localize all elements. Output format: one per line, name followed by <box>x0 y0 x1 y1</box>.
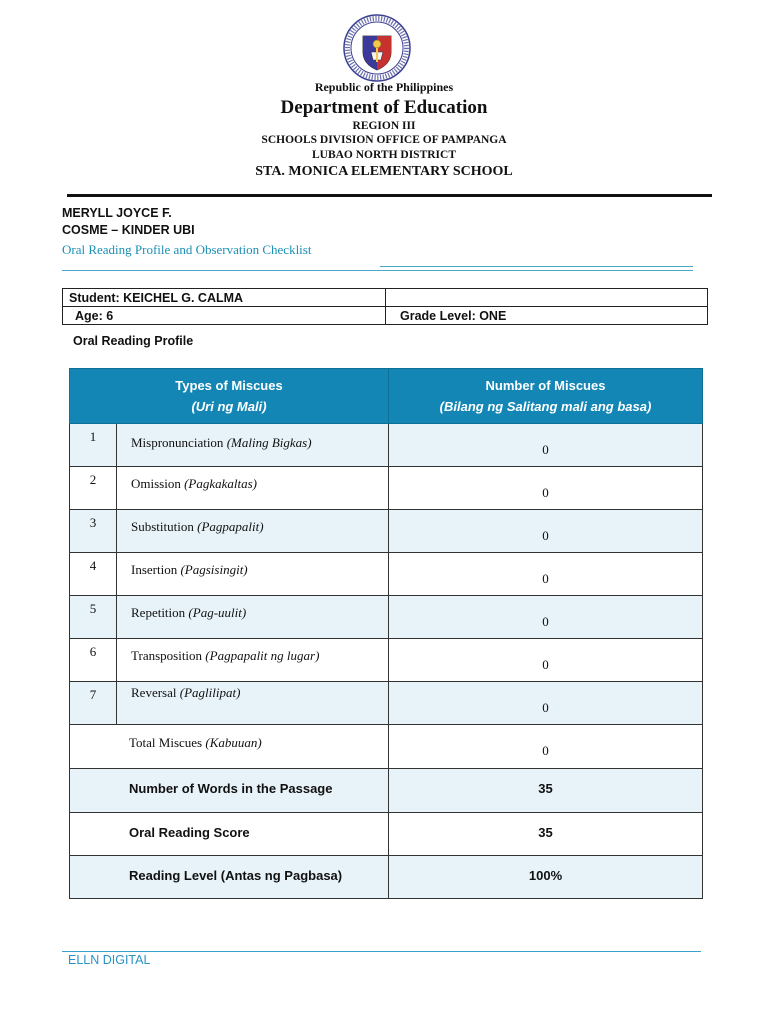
header-region: REGION III <box>352 120 416 132</box>
total-count: 0 <box>389 725 703 769</box>
column-header-types <box>70 369 389 424</box>
teacher-name: MERYLL JOYCE F. <box>62 206 172 220</box>
table-row <box>70 639 703 682</box>
miscue-type <box>117 682 389 725</box>
miscue-type <box>117 553 389 596</box>
words-value: 35 <box>389 769 703 813</box>
student-grade <box>386 307 708 325</box>
subtitle-rule-top <box>380 266 693 267</box>
miscue-name: Repetition <box>131 605 186 620</box>
header-republic: Republic of the Philippines <box>314 80 454 94</box>
words-row <box>70 769 703 813</box>
student-name: Student: KEICHEL G. CALMA <box>63 289 386 307</box>
header-school: STA. MONICA ELEMENTARY SCHOOL <box>255 164 513 179</box>
subtitle-rule-bottom <box>62 270 693 271</box>
level-value: 100% <box>389 856 703 899</box>
total-name: Total Miscues <box>129 735 203 750</box>
miscues-table <box>69 368 703 899</box>
words-label: Number of Words in the Passage <box>70 769 389 813</box>
student-grade-text: Grade Level: ONE <box>400 308 507 323</box>
header-department: Department of Education <box>280 97 488 118</box>
miscue-name: Transposition <box>131 648 203 663</box>
miscue-tagalog: (Pag-uulit) <box>188 605 247 620</box>
level-label: Reading Level (Antas ng Pagbasa) <box>70 856 389 899</box>
table-header-row <box>70 369 703 424</box>
miscue-count: 0 <box>389 553 703 596</box>
miscue-type <box>117 510 389 553</box>
row-number: 1 <box>70 424 117 467</box>
miscue-tagalog: (Pagkakaltas) <box>184 476 258 491</box>
section-label: Oral Reading Profile <box>73 334 194 348</box>
column-header-types-title: Types of Miscues <box>175 378 283 393</box>
miscue-count: 0 <box>389 682 703 725</box>
table-row <box>70 510 703 553</box>
score-value: 35 <box>389 813 703 856</box>
row-number: 5 <box>70 596 117 639</box>
miscue-name: Omission <box>131 476 181 491</box>
miscue-type <box>117 639 389 682</box>
column-header-count-title: Number of Miscues <box>485 378 606 393</box>
student-info-table <box>62 288 708 325</box>
miscue-count: 0 <box>389 467 703 510</box>
miscue-tagalog: (Maling Bigkas) <box>226 435 312 450</box>
info-empty-cell <box>386 289 708 307</box>
column-header-types-sub: (Uri ng Mali) <box>191 399 267 414</box>
miscue-tagalog: (Pagpapalit) <box>197 519 264 534</box>
row-number: 6 <box>70 639 117 682</box>
miscue-name: Reversal <box>131 685 177 700</box>
miscue-tagalog: (Paglilipat) <box>179 685 241 700</box>
score-row <box>70 813 703 856</box>
miscue-type <box>117 596 389 639</box>
deped-seal-icon <box>343 14 411 82</box>
column-header-count-sub: (Bilang ng Salitang mali ang basa) <box>439 399 652 414</box>
miscue-type <box>117 424 389 467</box>
miscue-tagalog: (Pagsisingit) <box>180 562 248 577</box>
header-district: LUBAO NORTH DISTRICT <box>311 149 456 161</box>
footer-label: ELLN DIGITAL <box>68 953 151 967</box>
footer-divider <box>62 951 701 952</box>
table-row <box>70 682 703 725</box>
miscue-count: 0 <box>389 639 703 682</box>
miscue-type <box>117 467 389 510</box>
row-number: 2 <box>70 467 117 510</box>
miscue-count: 0 <box>389 424 703 467</box>
table-row <box>70 553 703 596</box>
miscue-name: Substitution <box>131 519 194 534</box>
column-header-count <box>389 369 703 424</box>
teacher-class: COSME – KINDER UBI <box>62 223 195 237</box>
miscue-name: Mispronunciation <box>131 435 224 450</box>
total-row <box>70 725 703 769</box>
row-number: 7 <box>70 682 117 725</box>
table-row <box>70 467 703 510</box>
table-row <box>70 424 703 467</box>
total-label <box>70 725 389 769</box>
header-divider <box>67 194 712 197</box>
miscue-tagalog: (Pagpapalit ng lugar) <box>205 648 320 663</box>
document-subtitle: Oral Reading Profile and Observation Checklist <box>62 242 312 257</box>
row-number: 4 <box>70 553 117 596</box>
level-row <box>70 856 703 899</box>
miscue-name: Insertion <box>131 562 178 577</box>
miscue-count: 0 <box>389 510 703 553</box>
table-row <box>70 596 703 639</box>
score-label: Oral Reading Score <box>70 813 389 856</box>
miscue-count: 0 <box>389 596 703 639</box>
total-tagalog: (Kabuuan) <box>205 735 262 750</box>
student-age <box>63 307 386 325</box>
row-number: 3 <box>70 510 117 553</box>
header-division: SCHOOLS DIVISION OFFICE OF PAMPANGA <box>261 134 507 146</box>
student-age-text: Age: 6 <box>75 308 114 323</box>
